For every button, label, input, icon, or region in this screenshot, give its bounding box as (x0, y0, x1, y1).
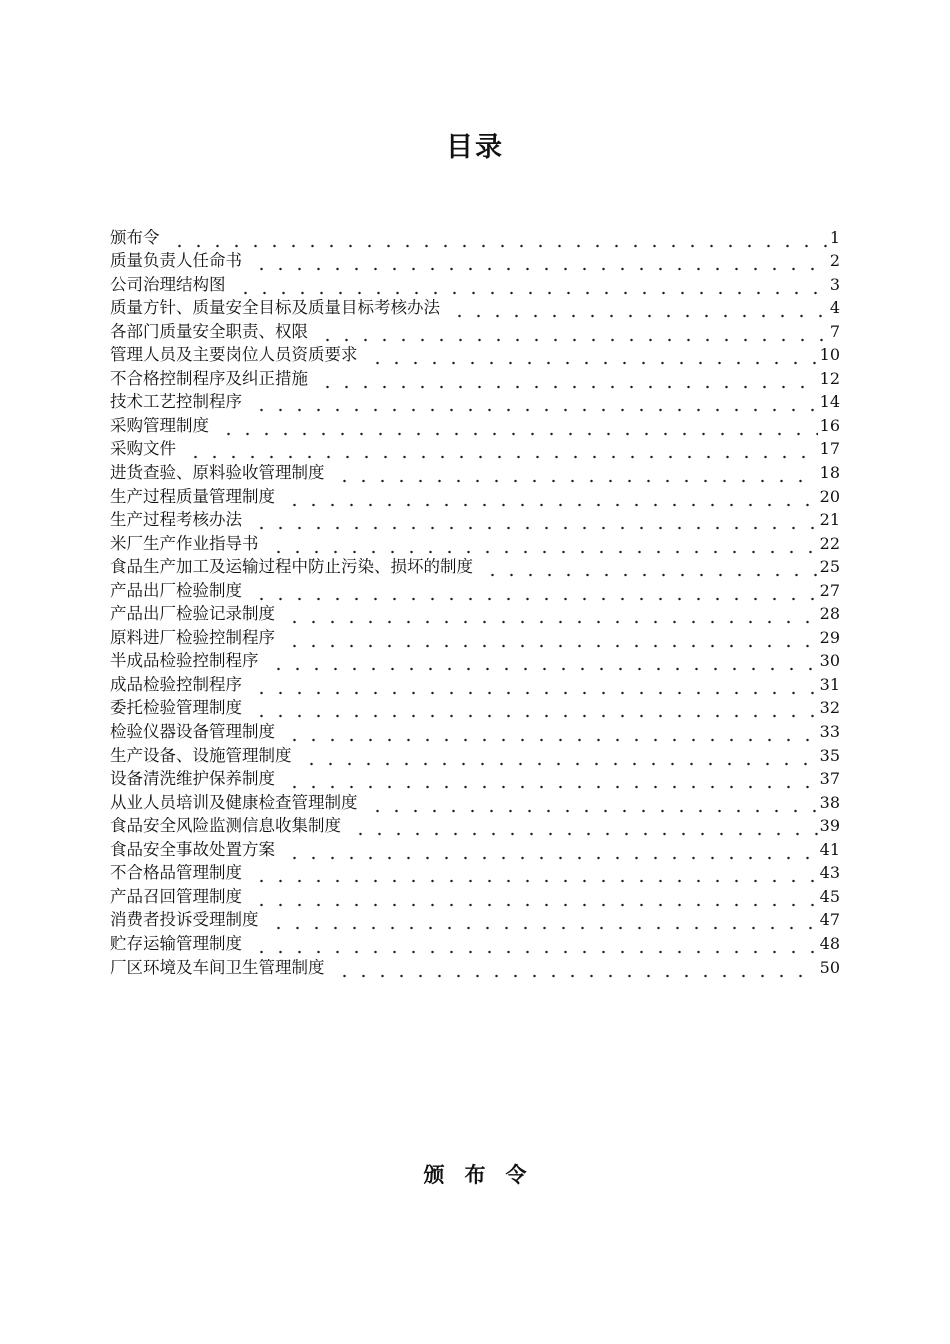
toc-entry-page-number: 12 (819, 368, 840, 388)
toc-entry-label: 质量方针、质量安全目标及质量目标考核办法 (110, 298, 440, 318)
toc-entry[interactable] (110, 649, 840, 673)
toc-entry[interactable] (110, 366, 840, 390)
toc-dot-leader (279, 486, 818, 508)
toc-entry-label: 设备清洗维护保养制度 (110, 769, 275, 789)
toc-dot-leader (296, 745, 818, 767)
toc-entry-page-number: 16 (819, 415, 840, 435)
toc-dot-leader (230, 274, 828, 296)
toc-entry-page-number: 43 (819, 863, 840, 883)
toc-entry-label: 产品出厂检验记录制度 (110, 604, 275, 624)
toc-entry-label: 米厂生产作业指导书 (110, 533, 259, 553)
toc-entry-page-number: 1 (829, 227, 840, 247)
toc-entry-label: 委托检验管理制度 (110, 698, 242, 718)
toc-entry[interactable] (110, 884, 840, 908)
toc-entry-label: 各部门质量安全职责、权限 (110, 321, 308, 341)
toc-entry[interactable] (110, 696, 840, 720)
toc-entry-page-number: 39 (819, 816, 840, 836)
toc-entry-label: 半成品检验控制程序 (110, 651, 259, 671)
toc-entry[interactable] (110, 767, 840, 791)
toc-entry-page-number: 2 (829, 251, 840, 271)
section-title: 颁布令 (423, 1163, 547, 1187)
toc-dot-leader (246, 250, 828, 272)
toc-dot-leader (279, 627, 818, 649)
toc-entry-label: 食品安全事故处置方案 (110, 839, 275, 859)
toc-entry-page-number: 28 (819, 604, 840, 624)
toc-entry[interactable] (110, 296, 840, 320)
toc-entry[interactable] (110, 908, 840, 932)
toc-dot-leader (329, 957, 818, 979)
toc-entry-page-number: 27 (819, 580, 840, 600)
toc-entry-label: 采购文件 (110, 439, 176, 459)
toc-entry[interactable] (110, 625, 840, 649)
toc-entry-label: 技术工艺控制程序 (110, 392, 242, 412)
toc-entry[interactable] (110, 249, 840, 273)
toc-entry-label: 食品生产加工及运输过程中防止污染、损坏的制度 (110, 557, 473, 577)
toc-entry-label: 进货查验、原料验收管理制度 (110, 463, 325, 483)
toc-dot-leader (213, 415, 818, 437)
toc-title: 目录 (446, 132, 504, 163)
toc-dot-leader (246, 862, 818, 884)
toc-dot-leader (477, 556, 818, 578)
toc-dot-leader (263, 533, 818, 555)
toc-entry-page-number: 30 (819, 651, 840, 671)
toc-entry[interactable] (110, 743, 840, 767)
toc-entry-page-number: 38 (819, 792, 840, 812)
toc-dot-leader (279, 721, 818, 743)
toc-entry[interactable] (110, 413, 840, 437)
toc-entry-page-number: 22 (819, 533, 840, 553)
toc-entry-label: 厂区环境及车间卫生管理制度 (110, 957, 325, 977)
toc-dot-leader (246, 391, 818, 413)
toc-entry-label: 公司治理结构图 (110, 274, 226, 294)
toc-entry-label: 消费者投诉受理制度 (110, 910, 259, 930)
toc-dot-leader (279, 839, 818, 861)
toc-entry-label: 食品安全风险监测信息收集制度 (110, 816, 341, 836)
toc-entry-page-number: 48 (819, 933, 840, 953)
toc-entry[interactable] (110, 319, 840, 343)
toc-dot-leader (246, 580, 818, 602)
toc-entry-page-number: 37 (819, 769, 840, 789)
toc-dot-leader (279, 768, 818, 790)
toc-entry[interactable] (110, 578, 840, 602)
toc-entry-page-number: 45 (819, 886, 840, 906)
toc-entry[interactable] (110, 225, 840, 249)
toc-dot-leader (246, 933, 818, 955)
toc-entry-page-number: 47 (819, 910, 840, 930)
toc-entry-page-number: 7 (829, 321, 840, 341)
toc-entry[interactable] (110, 861, 840, 885)
toc-entry-label: 产品召回管理制度 (110, 886, 242, 906)
toc-dot-leader (312, 368, 818, 390)
toc-entry-label: 管理人员及主要岗位人员资质要求 (110, 345, 358, 365)
toc-entry-label: 产品出厂检验制度 (110, 580, 242, 600)
toc-entry-page-number: 14 (819, 392, 840, 412)
toc-dot-leader (246, 697, 818, 719)
toc-entry[interactable] (110, 390, 840, 414)
toc-entry-label: 成品检验控制程序 (110, 674, 242, 694)
toc-entry-page-number: 20 (819, 486, 840, 506)
toc-entry[interactable] (110, 837, 840, 861)
toc-entry-page-number: 41 (819, 839, 840, 859)
toc-entry[interactable] (110, 437, 840, 461)
toc-entry-label: 不合格品管理制度 (110, 863, 242, 883)
toc-entry-page-number: 10 (819, 345, 840, 365)
toc-dot-leader (246, 674, 818, 696)
toc-entry[interactable] (110, 555, 840, 579)
toc-entry-page-number: 50 (819, 957, 840, 977)
toc-entry-page-number: 32 (819, 698, 840, 718)
toc-entry-label: 采购管理制度 (110, 415, 209, 435)
toc-dot-leader (164, 227, 828, 249)
toc-dot-leader (362, 344, 818, 366)
toc-entry-label: 原料进厂检验控制程序 (110, 627, 275, 647)
toc-entry[interactable] (110, 272, 840, 296)
toc-entry-label: 生产过程考核办法 (110, 510, 242, 530)
toc-entry-label: 生产设备、设施管理制度 (110, 745, 292, 765)
toc-dot-leader (246, 886, 818, 908)
toc-entry-page-number: 17 (819, 439, 840, 459)
toc-entry-page-number: 4 (829, 298, 840, 318)
toc-entry-label: 从业人员培训及健康检查管理制度 (110, 792, 358, 812)
toc-entry-label: 检验仪器设备管理制度 (110, 722, 275, 742)
toc-entry[interactable] (110, 343, 840, 367)
toc-entry[interactable] (110, 531, 840, 555)
toc-dot-leader (263, 650, 818, 672)
toc-entry[interactable] (110, 790, 840, 814)
toc-entry[interactable] (110, 672, 840, 696)
toc-dot-leader (329, 462, 818, 484)
toc-entry[interactable] (110, 460, 840, 484)
toc-entry-page-number: 25 (819, 557, 840, 577)
toc-entry[interactable] (110, 602, 840, 626)
toc-entry-page-number: 29 (819, 627, 840, 647)
toc-dot-leader (180, 438, 818, 460)
toc-entry-page-number: 21 (819, 510, 840, 530)
toc-entry-label: 贮存运输管理制度 (110, 933, 242, 953)
toc-entry[interactable] (110, 484, 840, 508)
toc-dot-leader (362, 792, 818, 814)
toc-dot-leader (246, 509, 818, 531)
toc-entry-page-number: 33 (819, 722, 840, 742)
toc-entry-label: 质量负责人任命书 (110, 251, 242, 271)
toc-entry-page-number: 18 (819, 463, 840, 483)
toc-list (110, 225, 840, 979)
toc-entry[interactable] (110, 719, 840, 743)
toc-dot-leader (279, 603, 818, 625)
toc-dot-leader (312, 321, 828, 343)
toc-entry[interactable] (110, 955, 840, 979)
toc-entry-label: 生产过程质量管理制度 (110, 486, 275, 506)
toc-entry[interactable] (110, 814, 840, 838)
toc-entry-page-number: 31 (819, 674, 840, 694)
toc-dot-leader (444, 297, 828, 319)
toc-entry-label: 颁布令 (110, 227, 160, 247)
toc-entry-page-number: 35 (819, 745, 840, 765)
toc-dot-leader (263, 909, 818, 931)
toc-entry-label: 不合格控制程序及纠正措施 (110, 368, 308, 388)
toc-entry-page-number: 3 (829, 274, 840, 294)
toc-entry[interactable] (110, 931, 840, 955)
toc-entry[interactable] (110, 508, 840, 532)
toc-dot-leader (345, 815, 818, 837)
